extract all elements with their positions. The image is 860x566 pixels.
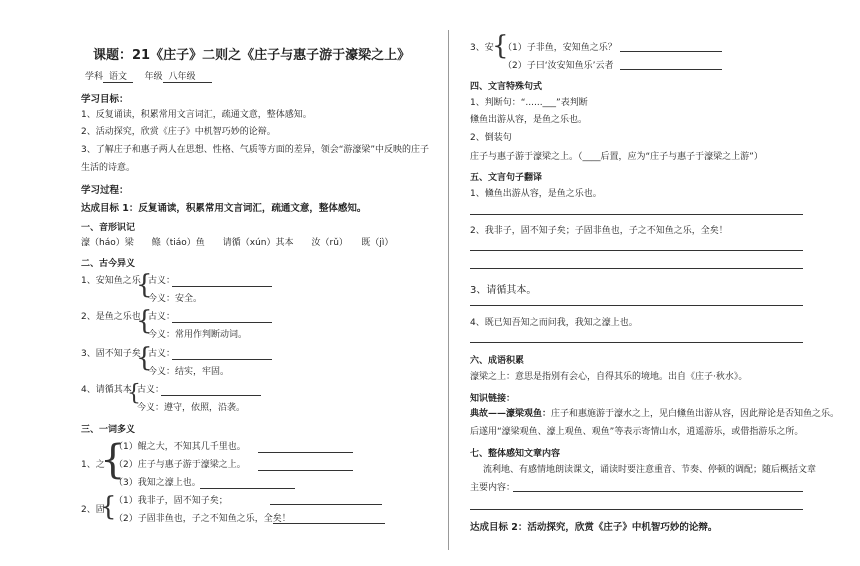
sec3-heading: 三、一词多义 (81, 425, 136, 435)
answer-line[interactable] (470, 250, 803, 251)
answer-line[interactable] (470, 509, 803, 510)
brace-icon: { (100, 492, 117, 522)
column-divider (448, 30, 449, 550)
translation-item: 2、我非子，固不知子矣；子固非鱼也，子之不知鱼之乐，全矣！ (470, 226, 728, 236)
word-item: 3、固不知子矣 (81, 349, 141, 359)
sec5-heading: 五、文言句子翻译 (470, 173, 543, 183)
answer-line[interactable] (258, 470, 353, 471)
answer-line[interactable] (258, 452, 353, 453)
modern-meaning: 今义：常用作判断动词。 (148, 330, 248, 340)
brace-icon: { (136, 270, 153, 300)
judge-sentence: 1、判断句：“......___”表判断 (470, 98, 588, 108)
target-1: 达成目标 1：反复诵读，积累常用文言词汇，疏通文意，整体感知。 (81, 203, 367, 214)
modern-meaning: 今义：结实，牢固。 (148, 367, 230, 377)
invert-example: 庄子与惠子游于濠梁之上。（____后置，应为“庄子与惠子于濠梁之上游”） (470, 152, 763, 162)
brace-icon: { (136, 343, 153, 373)
word-item: 4、请循其本 (81, 385, 132, 395)
sec1-heading: 一、音形识记 (81, 223, 136, 233)
brace-icon: { (127, 381, 141, 406)
modern-meaning: 今义：遵守，依照，沿袭。 (137, 403, 246, 413)
sense-item: （2）子固非鱼也，子之不知鱼之乐，全矣！ (114, 514, 291, 524)
idiom-text: 濠梁之上：意思是指别有会心，自得其乐的境地。出自《庄子·秋水》。 (470, 372, 748, 382)
goal-item: 生活的诗意。 (81, 163, 136, 173)
sense-item: （1）子非鱼，安知鱼之乐？ (503, 43, 617, 53)
judge-example: 儵鱼出游从容，是鱼之乐也。 (470, 115, 588, 125)
answer-line[interactable] (200, 488, 295, 489)
answer-line[interactable] (470, 305, 803, 306)
answer-line[interactable] (161, 395, 261, 396)
translation-item: 4、既已知吾知之而问我，我知之濠上也。 (470, 318, 638, 328)
perception-label: 主要内容： (470, 483, 516, 493)
answer-line[interactable] (620, 51, 722, 52)
answer-line[interactable] (172, 359, 272, 360)
ancient-meaning-label: 古义： (148, 312, 176, 322)
sense-item: （2）庄子与惠子游于濠梁之上。 (114, 460, 246, 470)
goal-item: 2、活动探究，欣赏《庄子》中机智巧妙的论辩。 (81, 127, 276, 137)
modern-meaning: 今义：安全。 (148, 294, 203, 304)
word-item: 1、安知鱼之乐 (81, 276, 141, 286)
answer-line[interactable] (470, 268, 803, 269)
meta-line (85, 72, 212, 83)
answer-line[interactable] (172, 286, 272, 287)
sense-item: （1）我非子，固不知子矣； (114, 496, 228, 506)
sense-item: （1）鲲之大，不知其几千里也。 (114, 442, 246, 452)
goals-heading: 学习目标： (81, 94, 129, 105)
sec6-heading: 六、成语积累 (470, 356, 525, 366)
subject-label: 学科 (85, 72, 104, 82)
pronunciation-line: 濠（háo）梁 鲦（tiáo）鱼 请循（xún）其本 汝（rǔ） 既（jì） (81, 238, 394, 248)
process-heading: 学习过程： (81, 185, 129, 196)
polysemy-word: 3、安 (470, 43, 494, 53)
answer-line[interactable] (470, 214, 803, 215)
perception-text: 流利地、有感情地朗读课文，诵读时要注意重音、节奏、停顿的调配；随后概括文章 (483, 465, 817, 475)
translation-item: 3、请循其本。 (470, 285, 537, 296)
polysemy-word: 2、固 (81, 505, 105, 515)
translation-item: 1、儵鱼出游从容，是鱼之乐也。 (470, 189, 602, 199)
sec2-heading: 二、古今异义 (81, 259, 136, 269)
polysemy-word: 1、之 (81, 460, 105, 470)
answer-line[interactable] (513, 491, 803, 492)
ancient-meaning-label: 古义： (148, 349, 176, 359)
answer-line[interactable] (273, 523, 385, 524)
link-text: 后遂用“濠梁观鱼、濠上观鱼、观鱼”等表示寄情山水，逍遥游乐，或借指游乐之所。 (470, 427, 804, 437)
link-text: 典故——濠梁观鱼：庄子和惠施游于濠水之上，见白儵鱼出游从容，因此辩论是否知鱼之乐。 (470, 409, 840, 419)
sec4-heading: 四、文言特殊句式 (470, 82, 543, 92)
subject-value: 语文 (103, 72, 133, 83)
grade-value: 八年级 (163, 72, 212, 83)
ancient-meaning-label: 古义： (137, 385, 165, 395)
brace-icon: { (100, 437, 126, 483)
answer-line[interactable] (270, 504, 382, 505)
answer-line[interactable] (620, 69, 722, 70)
answer-line[interactable] (470, 342, 803, 343)
sense-item: （2）子曰‘汝安知鱼乐’云者 (503, 61, 614, 71)
sense-item: （3）我知之濠上也。 (114, 478, 201, 488)
goal-item: 3、了解庄子和惠子两人在思想、性格、气质等方面的差异，领会“游濠梁”中反映的庄子 (81, 145, 430, 155)
brace-icon: { (136, 306, 153, 336)
target-2: 达成目标 2：活动探究，欣赏《庄子》中机智巧妙的论辩。 (470, 522, 718, 533)
word-item: 2、是鱼之乐也 (81, 312, 141, 322)
answer-line[interactable] (172, 322, 272, 323)
page-title: 课题：21《庄子》二则之《庄子与惠子游于濠梁之上》 (93, 48, 411, 63)
link-heading: 知识链接： (470, 394, 516, 404)
sec7-heading: 七、整体感知文章内容 (470, 449, 561, 459)
goal-item: 1、反复诵读，积累常用文言词汇，疏通文意，整体感知。 (81, 110, 312, 120)
ancient-meaning-label: 古义： (148, 276, 176, 286)
brace-icon: { (492, 31, 509, 61)
grade-label: 年级 (144, 72, 163, 82)
invert-sentence: 2、倒装句 (470, 133, 512, 143)
